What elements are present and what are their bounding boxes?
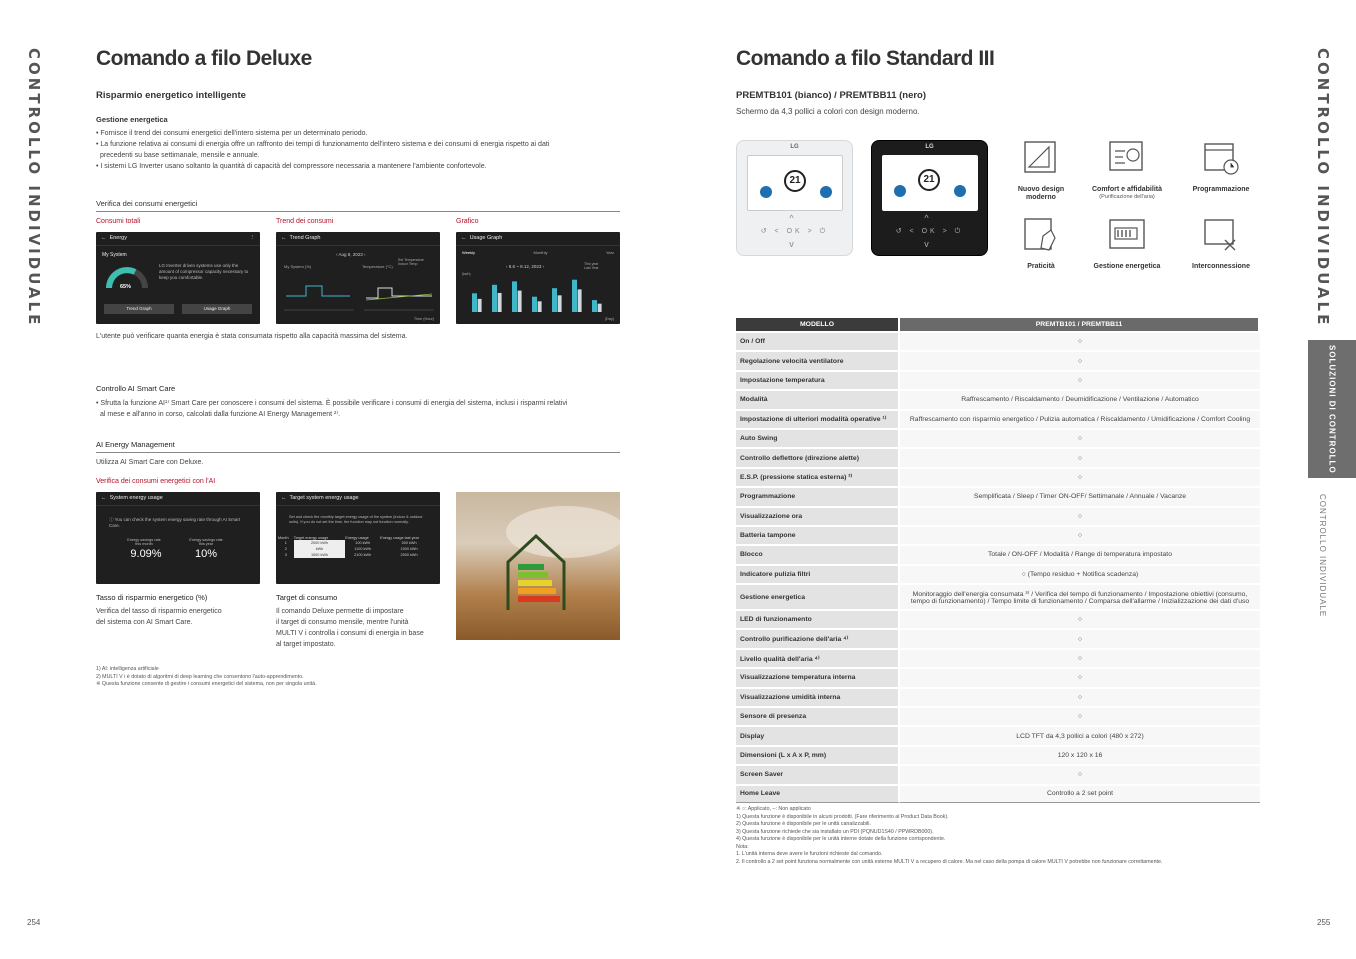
down-key[interactable]: v <box>789 239 800 249</box>
side-section-label-right: CONTROLLO INDIVIDUALE <box>1314 48 1332 328</box>
screen-header <box>456 232 620 246</box>
table-row <box>736 527 1260 544</box>
info-value: You can check the system energy saving rate through AI Smart Care. <box>109 517 241 528</box>
table-key-cell: Auto Swing <box>736 430 900 447</box>
table-row <box>736 411 1260 428</box>
table-key-cell: Display <box>736 727 900 744</box>
back-arrow-icon[interactable]: ← <box>281 495 287 501</box>
feature-modern-design <box>1002 139 1080 202</box>
ai-mgmt-heading: AI Energy Management <box>96 440 175 449</box>
table-value-cell: ○ <box>900 333 1260 350</box>
usage-bar-last-year <box>538 301 542 312</box>
bullet: precedenti su base settimanale, mensile e annuale. <box>100 152 260 159</box>
device-white <box>736 140 853 256</box>
table-row <box>736 585 1260 609</box>
col-label-trend: Trend dei consumi <box>276 218 334 225</box>
usage-bar <box>552 288 557 312</box>
col-label-total: Consumi totali <box>96 218 141 225</box>
usage-screen <box>456 232 620 324</box>
tab-soluzioni-di-controllo[interactable]: SOLUZIONI DI CONTROLLO <box>1308 340 1356 478</box>
table-value-cell: ○ <box>900 689 1260 706</box>
table-value-cell: ○ <box>900 611 1260 628</box>
table-cell: 2100 kWh <box>354 553 372 557</box>
ai-mgmt-text: Utilizza AI Smart Care con Deluxe. <box>96 459 204 466</box>
trend-screen <box>276 232 440 324</box>
table-value-cell: ○ <box>900 449 1260 466</box>
legend <box>584 262 599 270</box>
table-key-cell: Controllo deflettore (direzione alette) <box>736 449 900 466</box>
table-row <box>736 469 1260 486</box>
caption-line: Verifica del tasso di risparmio energetico <box>96 608 222 615</box>
usage-bar-last-year <box>478 299 482 312</box>
divider <box>96 452 620 453</box>
usage-bar <box>512 281 517 312</box>
feature-label: Comfort e affidabilità <box>1091 186 1162 193</box>
table-row <box>736 708 1260 725</box>
table-row <box>736 566 1260 583</box>
feature-label: Interconnessione <box>1192 263 1250 270</box>
table-header: Target energy usage <box>293 536 329 540</box>
feature-label: Programmazione <box>1192 186 1250 193</box>
usage-bar-last-year <box>578 289 582 312</box>
table-cell: 100 kWh <box>355 541 371 545</box>
table-row <box>736 669 1260 686</box>
page-title-right: Comando a filo Standard III <box>736 47 995 70</box>
range-selector[interactable]: ‹ 8.6 ~ 8.12, 2023 › <box>506 264 545 269</box>
table-cell: 2 <box>284 547 287 551</box>
table-row <box>736 611 1260 628</box>
screen-title: Trend Graph <box>289 235 321 241</box>
usage-bar-last-year <box>498 293 502 312</box>
screen-title: Usage Graph <box>469 235 503 241</box>
comfort-icon <box>1107 139 1147 177</box>
table-key-cell: Impostazione temperatura <box>736 372 900 389</box>
caption-line: Il comando Deluxe permette di impostare <box>276 608 404 615</box>
legend-entry: This year <box>584 262 599 266</box>
footnote: ※ ○: Applicato, –: Non applicato <box>736 806 811 812</box>
usage-bar-chart <box>466 278 606 316</box>
table-key-cell: Screen Saver <box>736 766 900 783</box>
table-key-cell: Visualizzazione umidità interna <box>736 689 900 706</box>
table-key-cell: E.S.P. (pressione statica esterna) ²⁾ <box>736 469 900 486</box>
page-number-right: 255 <box>1317 918 1331 927</box>
footnote: 2) MULTI V i è dotato di algoritmi di deep learning che consentono l'auto-apprendimento. <box>96 673 304 680</box>
range-value: 8.6 ~ 8.12, 2023 <box>508 264 542 269</box>
table-row <box>278 552 438 558</box>
schedule-icon <box>1201 139 1241 177</box>
spec-table <box>736 316 1260 805</box>
table-row <box>736 650 1260 667</box>
temperature-readout: 21 <box>784 170 806 192</box>
target-table <box>278 536 438 558</box>
table-row <box>736 546 1260 563</box>
system-energy-screen <box>96 492 260 584</box>
usage-bar <box>492 285 497 312</box>
energy-heading: Gestione energetica <box>96 115 168 124</box>
energy-house-photo <box>456 492 620 640</box>
table-key-cell: Modalità <box>736 391 900 408</box>
table-value-cell: ○ <box>900 766 1260 783</box>
device-display <box>882 155 978 211</box>
legend-entry: Set Temperature <box>398 258 424 262</box>
table-key-cell: Controllo purificazione dell'aria ⁴⁾ <box>736 630 900 647</box>
lg-logo: LG <box>790 144 799 150</box>
energy-desc: LG Inverter driven systems use only the amount of compressor capacity necessary to keep you comfortable. <box>159 263 249 280</box>
tagline: Schermo da 4,3 pollici a colori con design moderno. <box>736 107 920 116</box>
table-key-cell: Gestione energetica <box>736 585 900 609</box>
table-key-cell: Batteria tampone <box>736 527 900 544</box>
table-row <box>736 372 1260 389</box>
screen-header <box>276 232 440 246</box>
bullet: • Fornisce il trend dei consumi energetici dell'intero sistema per un determinato periodo. <box>96 130 368 137</box>
device-black <box>871 140 988 256</box>
table-key-cell: LED di funzionamento <box>736 611 900 628</box>
footnote: 2) Questa funzione è disponibile per le unità canalizzabili. <box>736 821 871 827</box>
divider <box>96 211 620 212</box>
ai-care-text <box>96 398 626 420</box>
side-section-label: CONTROLLO INDIVIDUALE <box>25 48 43 328</box>
screen-title: Energy <box>109 235 127 241</box>
caption-line: il target di consumo mensile, mentre l'unità <box>276 619 409 626</box>
footnote: 2. Il controllo a 2 set point funziona normalmente con unità esterne MULTI V a recupero di calore. Ma nel caso della pompa di calore MULTI V potrebbe non funzionare correttamente. <box>736 858 1163 865</box>
feature-interconnection <box>1182 216 1260 271</box>
table-header: Energy usage last year <box>380 536 419 540</box>
tab-controllo-individuale[interactable]: CONTROLLO INDIVIDUALE <box>1318 494 1327 618</box>
screen-title: Target system energy usage <box>289 495 359 501</box>
up-key[interactable]: ^ <box>789 213 800 223</box>
table-value-cell: ○ <box>900 352 1260 369</box>
table-header-row <box>278 536 438 540</box>
table-row <box>736 352 1260 369</box>
gauge-percent: 65% <box>120 284 132 290</box>
table-row <box>736 333 1260 350</box>
bullet: • Sfrutta la funzione AI¹⁾ Smart Care per conoscere i consumi del sistema. È possibile verificare i consumi di energia del sistema, inclusi i risparmi relativi <box>96 400 568 407</box>
footnote: Nota: <box>736 843 749 850</box>
col-label-graph: Grafico <box>456 218 479 225</box>
table-cell: 3 <box>284 553 287 557</box>
feature-label: Praticità <box>1027 263 1055 270</box>
fan-icon <box>954 185 966 197</box>
caption-line: MULTI V i controlla i consumi di energia in base <box>276 630 424 637</box>
table-key-cell: Visualizzazione temperatura interna <box>736 669 900 686</box>
footnote: 1) Questa funzione è disponibile in alcuni prodotti. (Fare riferimento al Product Data Book). <box>736 813 949 820</box>
caption-saving-title: Tasso di risparmio energetico (%) <box>96 593 208 602</box>
usage-bar-last-year <box>558 295 562 312</box>
energy-label-illustration <box>456 492 620 640</box>
feature-sub: (Purificazione dell'aria) <box>1099 194 1155 200</box>
table-row <box>736 430 1260 447</box>
tab-monthly[interactable]: Monthly <box>533 250 548 255</box>
trend-graph-button[interactable]: Trend Graph <box>104 304 174 314</box>
page-title-left: Comando a filo Deluxe <box>96 47 312 70</box>
footnote: 1) AI: intelligenza artificiale <box>96 666 159 672</box>
table-key-cell: Livello qualità dell'aria ⁴⁾ <box>736 650 900 667</box>
page-number-left: 254 <box>27 918 41 927</box>
screen-header <box>96 232 260 246</box>
table-value-cell: Semplificata / Sleep / Timer ON-OFF/ Settimanale / Annuale / Vacanze <box>900 488 1260 505</box>
table-value-cell: ○ <box>900 508 1260 525</box>
tab-year[interactable]: Year <box>605 250 614 255</box>
table-row <box>736 630 1260 647</box>
feature-practical <box>1002 216 1080 271</box>
footnotes-left <box>96 666 317 689</box>
caption-line: al target impostato. <box>276 641 336 648</box>
up-key[interactable]: ^ <box>924 213 935 223</box>
feature-energy <box>1088 216 1166 271</box>
screen-title: System energy usage <box>109 495 163 501</box>
label-month: Energy savings rate this month <box>127 538 161 546</box>
verify-caption: L'utente può verificare quanta energia è stata consumata rispetto alla capacità massima del sistema. <box>96 333 408 340</box>
model-names: PREMTB101 (bianco) / PREMTBB11 (nero) <box>736 90 927 101</box>
table-cell: 1 <box>284 541 287 545</box>
usage-bar-last-year <box>518 291 522 312</box>
bullet: • La funzione relativa ai consumi di energia offre un raffronto dei tempi di funzionamento dell'intero sistema e dei consumi di energia rispetto ai dati <box>96 141 550 148</box>
info-text: Set and check the monthly target energy usage of the system (indoor & outdoor units). If you do not set the time, the function may not function normally. <box>289 515 423 524</box>
table-value-cell: ○ <box>900 630 1260 647</box>
feature-comfort <box>1088 139 1166 200</box>
caption-line: del sistema con AI Smart Care. <box>96 619 193 626</box>
energy-screen <box>96 232 260 324</box>
table-value-cell: Raffrescamento / Riscaldamento / Deumidificazione / Ventilazione / Automatico <box>900 391 1260 408</box>
verify-heading: Verifica dei consumi energetici <box>96 199 198 208</box>
footnote: ※ Questa funzione consente di gestire i consumi energetici del sistema, non per singola unità. <box>96 681 317 687</box>
bullet: • I sistemi LG Inverter usano soltanto la quantità di capacità del compressore necessaria a mantenere l'ambiente confortevole. <box>96 163 487 170</box>
ai-verify-heading: Verifica dei consumi energetici con l'AI <box>96 478 216 485</box>
table-value-cell: ○ <box>900 527 1260 544</box>
table-cell: 500 kWh <box>401 541 417 545</box>
table-value-cell: Raffrescamento con risparmio energetico / Pulizia automatica / Riscaldamento / Umidificazione / Comfort Cooling <box>900 411 1260 428</box>
more-icon[interactable]: ⋮ <box>249 235 255 241</box>
screen-header <box>96 492 260 506</box>
back-arrow-icon[interactable]: ← <box>461 235 467 241</box>
axis-label: My System (%) <box>284 264 312 269</box>
my-system-label: My System <box>102 252 127 258</box>
table-key-cell: Visualizzazione ora <box>736 508 900 525</box>
down-key[interactable]: v <box>924 239 935 249</box>
table-cell[interactable]: 2000 kWh <box>294 540 346 546</box>
table-key-cell: Blocco <box>736 546 900 563</box>
table-cell[interactable]: kWh <box>294 546 346 552</box>
table-cell[interactable]: 1500 kWh <box>294 552 346 558</box>
feature-label: Nuovo design moderno <box>1017 186 1065 201</box>
date-selector[interactable]: ‹ Aug 8, 2023 › <box>336 252 366 257</box>
table-row <box>736 391 1260 408</box>
legend-entry: Indoor Temp <box>398 262 418 266</box>
table-cell: 1100 kWh <box>354 547 372 551</box>
table-value-cell: Totale / ON-OFF / Modalità / Range di temperatura impostato <box>900 546 1260 563</box>
table-key-cell: Regolazione velocità ventilatore <box>736 352 900 369</box>
table-header: Month <box>278 536 289 540</box>
caption-target-text <box>276 606 424 650</box>
table-key-cell: Home Leave <box>736 786 900 803</box>
fan-icon <box>820 186 832 198</box>
day-axis-label: (Day) <box>604 317 614 321</box>
section-subtitle: Risparmio energetico intelligente <box>96 90 246 101</box>
table-row <box>736 488 1260 505</box>
table-key-cell: Impostazione di ulteriori modalità operative ¹⁾ <box>736 411 900 428</box>
caption-target-title: Target di consumo <box>276 593 338 602</box>
target-energy-screen <box>276 492 440 584</box>
table-row <box>736 766 1260 783</box>
label-year: Energy savings rate this year <box>189 538 223 546</box>
practical-icon <box>1021 216 1061 254</box>
table-header: PREMTB101 / PREMTBB11 <box>900 318 1260 331</box>
modern-design-icon <box>1021 139 1061 177</box>
table-row <box>736 508 1260 525</box>
mode-icon <box>760 186 772 198</box>
usage-graph-button[interactable]: Usage Graph <box>182 304 252 314</box>
bullet: al mese e all'anno in corso, calcolati dalla funzione AI Energy Management ²⁾. <box>100 411 341 418</box>
table-value-cell: ○ (Tempo residuo + Notifica scadenza) <box>900 566 1260 583</box>
back-arrow-icon[interactable]: ← <box>101 495 107 501</box>
back-arrow-icon[interactable]: ← <box>101 235 107 241</box>
y-unit: (kwh) <box>462 272 471 276</box>
table-header: Energy usage <box>345 536 369 540</box>
table-key-cell: Dimensioni (L x A x P, mm) <box>736 747 900 764</box>
ai-care-heading: Controllo AI Smart Care <box>96 384 176 393</box>
footnote: 4) Questa funzione è disponibile per le unità interne dotate della funzione corrispondente. <box>736 836 946 842</box>
usage-bar <box>572 280 577 312</box>
table-key-cell: Indicatore pulizia filtri <box>736 566 900 583</box>
table-key-cell: Sensore di presenza <box>736 708 900 725</box>
table-value-cell: ○ <box>900 372 1260 389</box>
tab-weekly[interactable]: Weekly <box>462 250 476 255</box>
temperature-readout: 21 <box>918 169 940 191</box>
interconnection-icon <box>1201 216 1241 254</box>
info-text: ⓘ You can check the system energy saving rate through AI Smart Care. <box>109 517 241 528</box>
table-value-cell: ○ <box>900 469 1260 486</box>
axis-label: Temperature (°C) <box>362 264 393 269</box>
footnotes-right <box>736 806 1162 866</box>
table-header-row <box>736 318 1260 331</box>
legend-entry: Last Year <box>584 266 599 270</box>
time-axis-label: Time (Hour) <box>413 317 434 321</box>
table-row <box>736 689 1260 706</box>
usage-bar-last-year <box>598 304 602 312</box>
battery-icon <box>1107 216 1147 254</box>
usage-bar <box>532 297 537 312</box>
usage-bar <box>472 293 477 312</box>
date-value: Aug 8, 2023 <box>338 252 363 257</box>
feature-schedule <box>1182 139 1260 194</box>
table-row <box>736 747 1260 764</box>
nav-keys[interactable]: ↺ < OK > ⏻ <box>760 228 829 235</box>
table-value-cell: ○ <box>900 708 1260 725</box>
footnote: 1. L'unità interna deve avere le funzioni richieste dal comando. <box>736 851 883 857</box>
table-cell: 2500 kWh <box>400 553 418 557</box>
table-key-cell: On / Off <box>736 333 900 350</box>
feature-label: Gestione energetica <box>1093 263 1161 270</box>
footnote: 3) Questa funzione richiede che sia installato un PDI (PQNUD1S40 / PPWRDB000). <box>736 828 934 835</box>
table-value-cell: ○ <box>900 430 1260 447</box>
screen-header <box>276 492 440 506</box>
energy-bullets <box>96 128 626 172</box>
usage-bar <box>592 300 597 312</box>
legend <box>398 258 438 266</box>
table-row <box>736 727 1260 744</box>
value-month: 9.09% <box>130 548 162 560</box>
back-arrow-icon[interactable]: ← <box>281 235 287 241</box>
table-row <box>736 449 1260 466</box>
table-header: MODELLO <box>736 318 900 331</box>
table-value-cell: ○ <box>900 650 1260 667</box>
table-value-cell: Controllo a 2 set point <box>900 786 1260 803</box>
trend-chart <box>284 276 434 316</box>
value-year: 10% <box>194 548 218 560</box>
device-display <box>747 155 843 211</box>
table-row <box>736 786 1260 803</box>
period-tabs <box>462 250 614 255</box>
table-key-cell: Programmazione <box>736 488 900 505</box>
table-cell: 1500 kWh <box>400 547 418 551</box>
table-value-cell: Monitoraggio dell'energia consumata ³⁾ / Verifica del tempo di funzionamento / Impostazione obiettivi (consumo, tempo di funzionamento) / Tempo limite di funzionamento / Comparsa dell'allarme / Inizializzazione dei dati d'uso <box>900 585 1260 609</box>
table-value-cell: 120 x 120 x 16 <box>900 747 1260 764</box>
mode-icon <box>894 185 906 197</box>
nav-keys[interactable]: ↺ < OK > ⏻ <box>895 228 964 235</box>
caption-saving-text <box>96 606 222 628</box>
table-value-cell: LCD TFT da 4,3 pollici a colori (480 x 272) <box>900 727 1260 744</box>
table-value-cell: ○ <box>900 669 1260 686</box>
lg-logo: LG <box>925 144 934 150</box>
